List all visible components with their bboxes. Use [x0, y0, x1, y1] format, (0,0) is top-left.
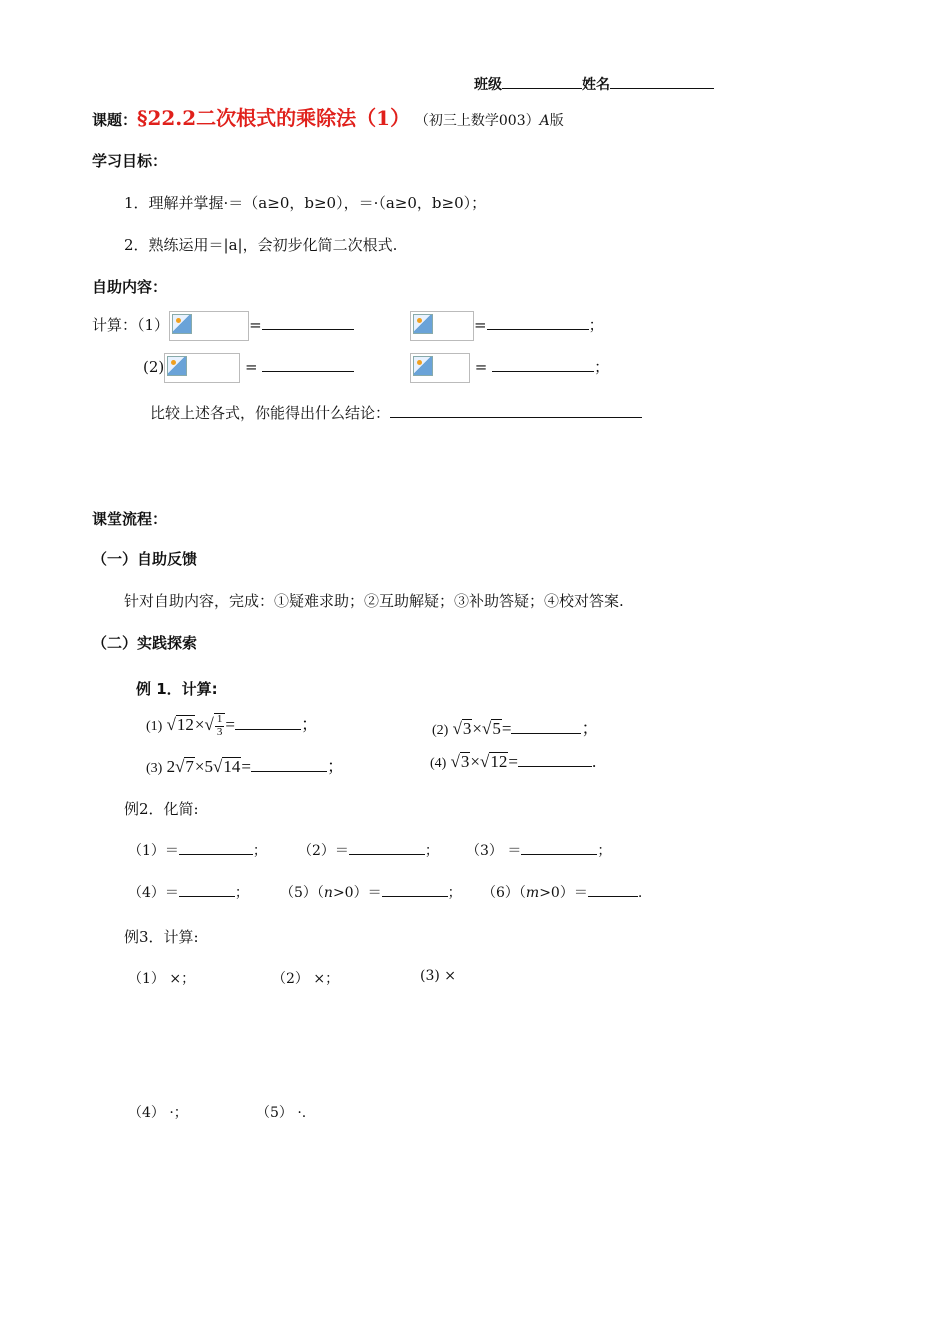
title-suffix: （初三上数学003）A版 [414, 113, 564, 129]
selfhelp-heading: 自助内容： [92, 278, 168, 296]
calc-1-label: （1） [137, 316, 170, 334]
answer-blank-4[interactable] [492, 357, 594, 372]
example2-item-2: （2）＝ ； [298, 840, 439, 860]
ex1-blank-1[interactable] [235, 715, 301, 730]
calc-row-1: 计算：（1） = [92, 311, 354, 341]
flow-heading: 课堂流程： [92, 510, 168, 528]
image-placeholder-icon [413, 314, 433, 334]
calc-label: 计算： [92, 316, 138, 334]
ex2-blank-4[interactable] [179, 882, 235, 897]
ex2-blank-1[interactable] [179, 840, 253, 855]
goal-item-2: 2．熟练运用＝|a|，会初步化简二次根式. [124, 236, 398, 254]
answer-blank-1[interactable] [262, 315, 354, 330]
example3-item-2: （2） ×； [272, 971, 340, 987]
title-main: §22.2二次根式的乘除法（1） [137, 106, 411, 130]
example1-item-3: (3) 2√7×5√14= ； [146, 757, 344, 776]
name-blank[interactable] [610, 74, 714, 89]
example3-item-4: （4） ·； [128, 1105, 188, 1121]
image-placeholder-icon [413, 356, 433, 376]
fraction-one-third: $\frac{1}{3}$ [216, 713, 223, 738]
ex2-blank-5[interactable] [382, 882, 448, 897]
calc-row-2: (2) = [143, 353, 354, 383]
part1-text: 针对自助内容，完成：①疑难求助；②互助解疑；③补助答疑；④校对答案. [124, 592, 624, 610]
compare-row [150, 402, 642, 423]
example2-item-5: （5）（n>0）＝ ； [280, 882, 462, 902]
goal-item-1: 1．理解并掌握·＝（a≥0，b≥0），＝·（a≥0，b≥0）； [124, 194, 487, 212]
example1-item-4: (4) √3×√12= . [430, 752, 597, 771]
example2-label: 例2．化简: [124, 800, 199, 818]
ex2-blank-2[interactable] [349, 840, 425, 855]
example2-item-4: （4）＝ ； [128, 882, 249, 902]
calc-row-2b: = ； [410, 353, 609, 383]
ex1-blank-3[interactable] [251, 757, 327, 772]
ex1-blank-2[interactable] [511, 719, 581, 734]
part2-heading: （二）实践探索 [92, 634, 198, 652]
ex2-blank-6[interactable] [588, 882, 638, 897]
ex2-blank-3[interactable] [521, 840, 597, 855]
formula-image-3 [164, 353, 240, 383]
part1-heading: （一）自助反馈 [92, 550, 198, 568]
example3-item-3: (3) × [420, 968, 457, 984]
formula-image-2 [410, 311, 474, 341]
name-label: 姓名 [582, 77, 610, 93]
ex1-blank-4[interactable] [518, 752, 592, 767]
example1-item-1: (1) √12×√ $\frac{1}{3}$ = ； [146, 713, 318, 738]
example3-item-1: （1） ×； [128, 971, 196, 987]
answer-blank-3[interactable] [262, 357, 354, 372]
example2-item-1: （1）＝ ； [128, 840, 267, 860]
compare-question: 比较上述各式，你能得出什么结论： [150, 404, 391, 422]
image-placeholder-icon [167, 356, 187, 376]
title-prefix: 课题： [92, 111, 138, 129]
class-label: 班级 [474, 77, 502, 93]
formula-image-4 [410, 353, 470, 383]
example2-item-6: （6）（m>0）＝ . [482, 882, 642, 902]
example3-label: 例3．计算: [124, 928, 199, 946]
lesson-title [92, 102, 564, 131]
example1-label: 例 1．计算: [136, 680, 218, 698]
goals-heading: 学习目标： [92, 152, 168, 170]
class-name-line [474, 74, 714, 94]
formula-image-1 [169, 311, 249, 341]
answer-blank-2[interactable] [487, 315, 589, 330]
example1-item-2: (2) √3×√5= ； [432, 719, 599, 738]
example3-item-5: （5） ·. [256, 1105, 307, 1121]
class-blank[interactable] [502, 74, 582, 89]
compare-blank[interactable] [390, 403, 642, 418]
calc-row-1b: = ； [410, 311, 604, 341]
calc-2-label: (2) [143, 358, 165, 376]
image-placeholder-icon [172, 314, 192, 334]
example2-item-3: （3） ＝ ； [466, 840, 611, 860]
